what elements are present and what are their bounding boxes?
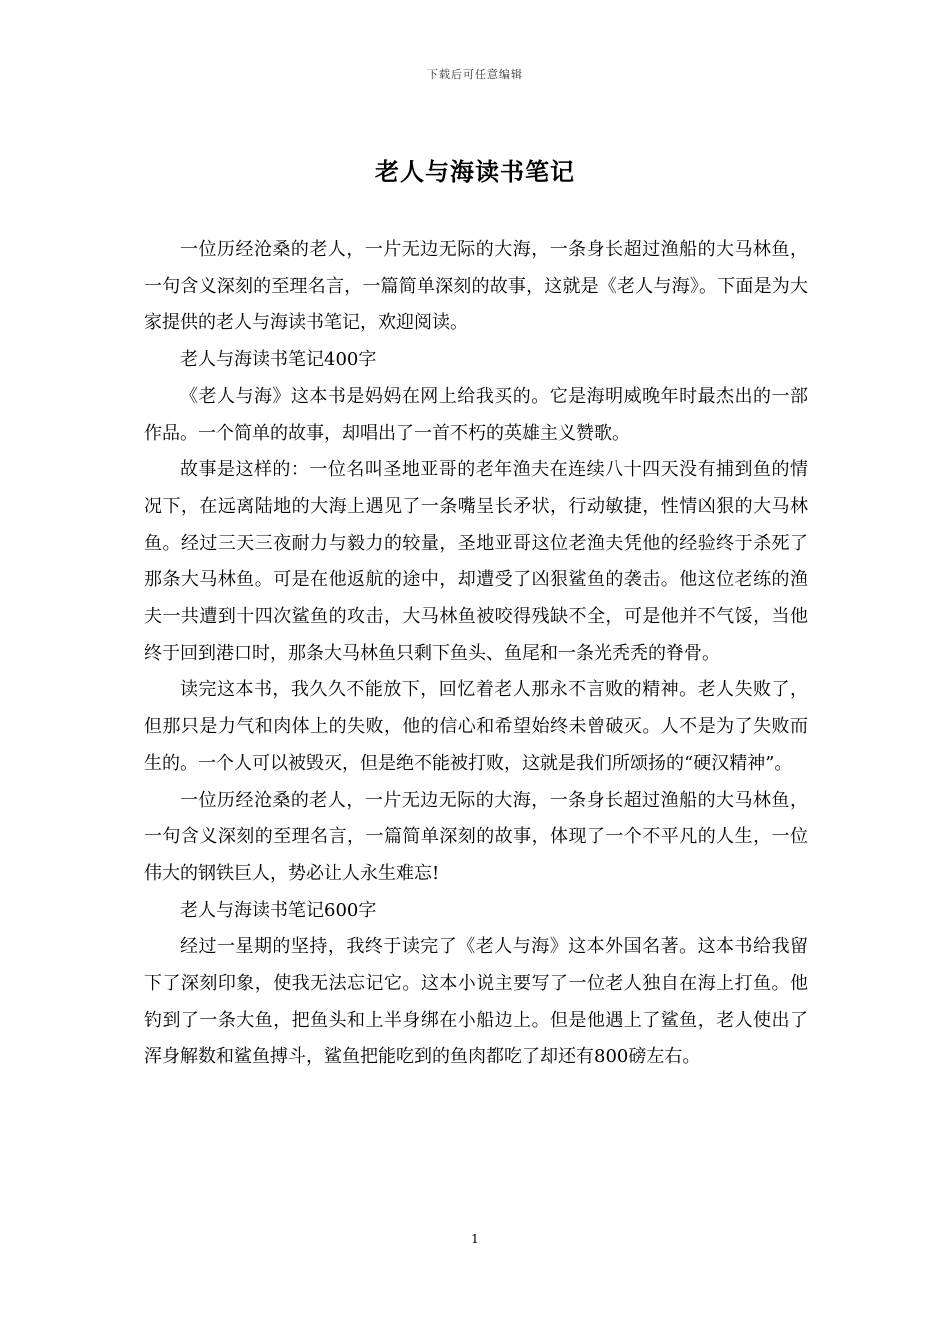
paragraph: 《老人与海》这本书是妈妈在网上给我买的。它是海明威晚年时最杰出的一部作品。一个简单的故事，却唱出了一首不朽的英雄主义赞歌。 (144, 385, 808, 444)
paragraph: 故事是这样的：一位名叫圣地亚哥的老年渔夫在连续八十四天没有捕到鱼的情况下，在远离陆地的大海上遇见了一条嘴呈长矛状，行动敏捷，性情凶狠的大马林鱼。经过三天三夜耐力与毅力的较量，圣地亚哥这位老渔夫凭他的经验终于杀死了那条大马林鱼。可是在他返航的途中，却遭受了凶狠鲨鱼的袭击。他这位老练的渔夫一共遭到十四次鲨鱼的攻击，大马林鱼被咬得残缺不全，可是他并不气馁，当他终于回到港口时，那条大马林鱼只剩下鱼头、鱼尾和一条光秃秃的脊骨。 (144, 459, 808, 664)
paragraph-intro: 一位历经沧桑的老人，一片无边无际的大海，一条身长超过渔船的大马林鱼，一句含义深刻的至理名言，一篇简单深刻的故事，这就是《老人与海》。下面是为大家提供的老人与海读书笔记，欢迎阅读。 (144, 239, 808, 334)
section-heading-400: 老人与海读书笔记400字 (180, 349, 377, 371)
paragraph: 一位历经沧桑的老人，一片无边无际的大海，一条身长超过渔船的大马林鱼，一句含义深刻的至理名言，一篇简单深刻的故事，体现了一个不平凡的人生，一位伟大的钢铁巨人，势必让人永生难忘! (144, 789, 808, 884)
section-heading-600: 老人与海读书笔记600字 (180, 899, 377, 921)
document-title: 老人与海读书笔记 (375, 157, 575, 186)
paragraph: 经过一星期的坚持，我终于读完了《老人与海》这本外国名著。这本书给我留下了深刻印象，使我无法忘记它。这本小说主要写了一位老人独自在海上打鱼。他钓到了一条大鱼，把鱼头和上半身绑在小船边上。但是他遇上了鲨鱼，老人使出了浑身解数和鲨鱼搏斗，鲨鱼把能吃到的鱼肉都吃了却还有800磅左右。 (144, 936, 808, 1068)
document-body (144, 232, 808, 1076)
header-note: 下载后可任意编辑 (427, 68, 523, 81)
paragraph: 读完这本书，我久久不能放下，回忆着老人那永不言败的精神。老人失败了，但那只是力气和肉体上的失败，他的信心和希望始终未曾破灭。人不是为了失败而生的。一个人可以被毁灭，但是绝不能被打败，这就是我们所颂扬的“硬汉精神”。 (144, 679, 808, 774)
page-number: 1 (471, 1232, 479, 1246)
